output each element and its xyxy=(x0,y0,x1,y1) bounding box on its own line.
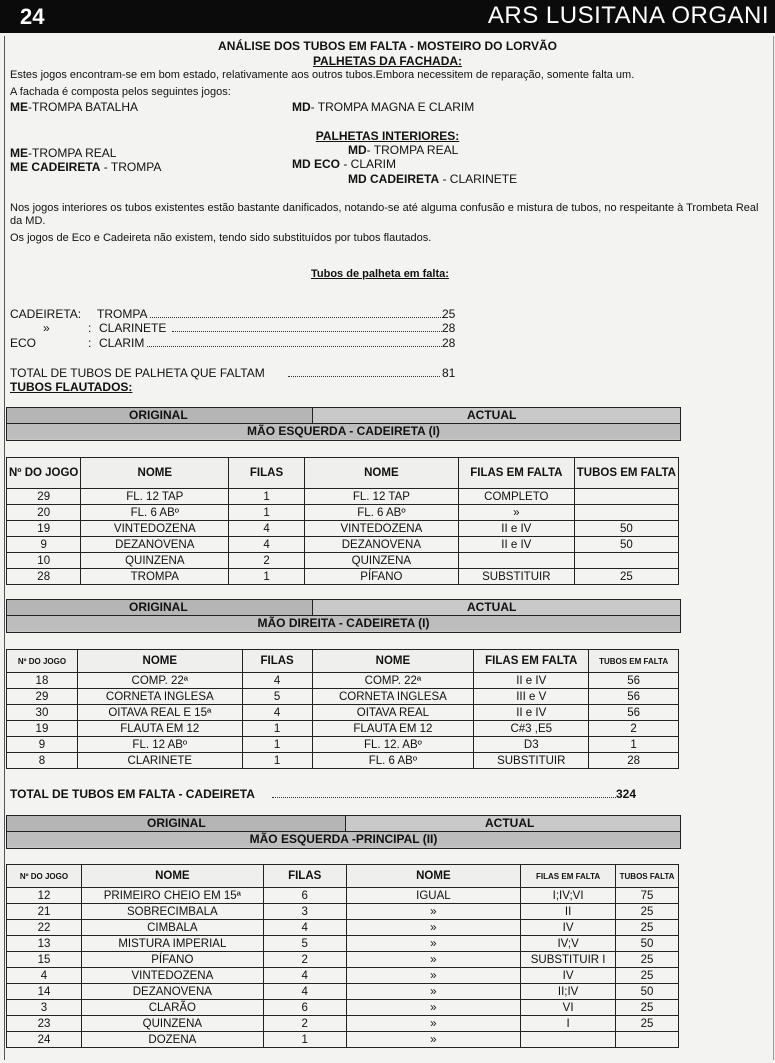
table-cell: 19 xyxy=(7,721,78,737)
table-cell: 25 xyxy=(574,569,678,585)
table-cell: FLAUTA EM 12 xyxy=(77,721,242,737)
table-cell: 21 xyxy=(7,904,82,920)
table-cell: CORNETA INGLESA xyxy=(77,689,242,705)
interior-left-1 xyxy=(10,146,116,160)
facade-right-code: MD xyxy=(292,100,311,114)
table-cell xyxy=(574,553,678,569)
table-cell: 3 xyxy=(7,1000,82,1016)
table-cell: VI xyxy=(521,1000,616,1016)
facade-text-2: A fachada é composta pelos seguintes jogos: xyxy=(10,86,231,98)
table-cell: 25 xyxy=(616,904,679,920)
col-header: NOME xyxy=(304,458,458,489)
table-cell: OITAVA REAL xyxy=(312,705,474,721)
table-cell: 25 xyxy=(616,968,679,984)
table-row xyxy=(7,888,679,904)
table-row xyxy=(7,673,679,689)
col-header: NOME xyxy=(77,650,242,673)
table-row xyxy=(7,952,679,968)
interior-left-2-name: - TROMPA xyxy=(100,160,162,174)
col-header: FILAS EM FALTA xyxy=(474,650,589,673)
table-cell: » xyxy=(346,936,521,952)
dotted-leader xyxy=(172,321,442,332)
table-row xyxy=(7,569,679,585)
table-cell: 20 xyxy=(7,505,81,521)
section-band-1 xyxy=(6,407,681,441)
band-actual-label: ACTUAL xyxy=(467,600,517,614)
table-header-row xyxy=(7,458,679,489)
facade-right-name: - TROMPA MAGNA E CLARIM xyxy=(310,100,475,114)
table-cell: SUBSTITUIR xyxy=(458,569,574,585)
table-cell xyxy=(574,489,678,505)
table-cell: 50 xyxy=(616,984,679,1000)
page-number: 24 xyxy=(20,4,45,29)
table-cell: » xyxy=(346,1032,521,1048)
table-cell: 25 xyxy=(616,952,679,968)
missing-row-3 xyxy=(10,336,465,350)
table-cell: IV xyxy=(521,968,616,984)
missing-row-3-label: ECO xyxy=(10,336,37,350)
table-cell: QUINZENA xyxy=(304,553,458,569)
table-row xyxy=(7,489,679,505)
table-cell xyxy=(458,553,574,569)
table-cell: 12 xyxy=(7,888,82,904)
table-row xyxy=(7,537,679,553)
table-cell: II e IV xyxy=(474,705,589,721)
table2-section-title: MÃO DIREITA - CADEIRETA (I) xyxy=(7,616,680,631)
table-cell: 2 xyxy=(263,952,346,968)
missing-row-3-value: 28 xyxy=(442,336,456,350)
table-cell: 28 xyxy=(589,753,679,769)
table-row xyxy=(7,1032,679,1048)
interior-right-1-name: - TROMPA REAL xyxy=(366,143,459,157)
col-header: FILAS xyxy=(242,650,312,673)
dotted-leader xyxy=(272,787,616,798)
interior-right-3-code: MD CADEIRETA xyxy=(348,172,440,186)
facade-left-code: ME xyxy=(10,100,28,114)
table-cell: 4 xyxy=(7,968,82,984)
table-cell: » xyxy=(346,968,521,984)
table-row xyxy=(7,936,679,952)
facade-left xyxy=(10,100,138,114)
table-cell: 30 xyxy=(7,705,78,721)
table-row xyxy=(7,968,679,984)
band-original-label: ORIGINAL xyxy=(147,816,206,830)
table-cell: 4 xyxy=(263,920,346,936)
table-row xyxy=(7,721,679,737)
missing-row-1-label: CADEIRETA: xyxy=(10,307,82,321)
table-cell: 1 xyxy=(589,737,679,753)
col-header: FILAS xyxy=(229,458,305,489)
table-row xyxy=(7,1000,679,1016)
table-cell: 25 xyxy=(616,1000,679,1016)
table-cell: » xyxy=(458,505,574,521)
table-cell: SUBSTITUIR xyxy=(474,753,589,769)
col-header: TUBOS EM FALTA xyxy=(574,458,678,489)
table-row xyxy=(7,904,679,920)
table-cell: 56 xyxy=(589,705,679,721)
table-cell: IV xyxy=(521,920,616,936)
missing-row-3-sep: : xyxy=(88,336,92,350)
table-cell: 5 xyxy=(263,936,346,952)
col-header: FILAS EM FALTA xyxy=(458,458,574,489)
missing-row-2-sep: : xyxy=(88,321,92,335)
table-cell: FL. 12 ABº xyxy=(77,737,242,753)
facade-left-name: -TROMPA BATALHA xyxy=(28,100,139,114)
table-body xyxy=(7,673,679,769)
interior-right-2-code: MD ECO xyxy=(292,157,340,171)
table-cell: 23 xyxy=(7,1016,82,1032)
table-cell: 1 xyxy=(229,569,305,585)
table-cell: CIMBALA xyxy=(81,920,263,936)
col-header: FILAS xyxy=(263,865,346,888)
table-cell: II xyxy=(521,904,616,920)
interior-right-3 xyxy=(348,172,517,186)
table-cell: D3 xyxy=(474,737,589,753)
table-row xyxy=(7,553,679,569)
table-cell: III e V xyxy=(474,689,589,705)
table-row xyxy=(7,984,679,1000)
missing-row-3-name: CLARIM xyxy=(99,336,145,350)
col-header: NOME xyxy=(312,650,474,673)
missing-row-2 xyxy=(10,321,465,335)
flue-pipes-heading: TUBOS FLAUTADOS: xyxy=(10,380,133,394)
missing-row-2-value: 28 xyxy=(442,321,456,335)
table-cell: 1 xyxy=(242,753,312,769)
interior-heading: PALHETAS INTERIORES: xyxy=(315,129,460,143)
table-cell: 4 xyxy=(229,537,305,553)
table-cell: VINTEDOZENA xyxy=(81,521,229,537)
table-cell: 2 xyxy=(263,1016,346,1032)
table-cell: COMP. 22ª xyxy=(77,673,242,689)
col-header: TUBOS FALTA xyxy=(616,865,679,888)
table-row xyxy=(7,753,679,769)
missing-row-2-name: CLARINETE xyxy=(99,321,167,335)
document-title: ANÁLISE DOS TUBOS EM FALTA - MOSTEIRO DO LORVÃO xyxy=(218,39,557,53)
table-cell: 19 xyxy=(7,521,81,537)
table-cell: 22 xyxy=(7,920,82,936)
table-cell: PÍFANO xyxy=(304,569,458,585)
table-cell: 25 xyxy=(616,920,679,936)
table-cell: FL. 6 ABº xyxy=(81,505,229,521)
table-cell: DOZENA xyxy=(81,1032,263,1048)
interior-paragraph-1: Nos jogos interiores os tubos existentes estão bastante danificados, notando-se até alguma confusão e mistura de tubos, no respeitante à Trombeta Real da MD. xyxy=(10,202,759,227)
band-actual-label: ACTUAL xyxy=(485,816,535,830)
table-cadeireta-right xyxy=(6,649,679,769)
col-header: Nº DO JOGO xyxy=(7,865,82,888)
table-cell: QUINZENA xyxy=(81,1016,263,1032)
table-cell: IV;V xyxy=(521,936,616,952)
table-cell: » xyxy=(346,920,521,936)
band-original-label: ORIGINAL xyxy=(129,408,188,422)
band-actual-label: ACTUAL xyxy=(467,408,517,422)
table-cell: 4 xyxy=(263,984,346,1000)
table-cell: DEZANOVENA xyxy=(304,537,458,553)
table-header-row xyxy=(7,865,679,888)
table-cell: FL. 12 TAP xyxy=(304,489,458,505)
table-cell: » xyxy=(346,904,521,920)
interior-paragraph-2: Os jogos de Eco e Cadeireta não existem, tendo sido substituídos por tubos flautados. xyxy=(10,232,432,244)
table-cell: 5 xyxy=(242,689,312,705)
band-row-1 xyxy=(7,408,680,424)
table-cell: 2 xyxy=(589,721,679,737)
table-cell: 29 xyxy=(7,689,78,705)
table-cell: C#3 ,E5 xyxy=(474,721,589,737)
col-header: NOME xyxy=(346,865,521,888)
table-cell: 13 xyxy=(7,936,82,952)
interior-left-2 xyxy=(10,160,161,174)
table-cell xyxy=(574,505,678,521)
table-cell: 18 xyxy=(7,673,78,689)
table-cell: I xyxy=(521,1016,616,1032)
table-cell: 6 xyxy=(263,888,346,904)
col-header: Nº DO JOGO xyxy=(7,650,78,673)
table-cell: 1 xyxy=(229,489,305,505)
table-cell: 29 xyxy=(7,489,81,505)
interior-right-2 xyxy=(292,157,396,171)
table-cell: » xyxy=(346,952,521,968)
interior-right-2-name: - CLARIM xyxy=(340,157,397,171)
total-cadeireta-value: 324 xyxy=(616,787,637,801)
interior-right-1 xyxy=(348,143,458,157)
table-cell: II e IV xyxy=(474,673,589,689)
table-body xyxy=(7,888,679,1048)
table-cell xyxy=(521,1032,616,1048)
table-row xyxy=(7,737,679,753)
band-original-label: ORIGINAL xyxy=(129,600,188,614)
table-cell: FL. 6 ABº xyxy=(312,753,474,769)
col-header: TUBOS EM FALTA xyxy=(589,650,679,673)
facade-right xyxy=(292,100,474,114)
interior-right-1-code: MD xyxy=(348,143,367,157)
table-cadeireta-left xyxy=(6,457,679,585)
table-cell: PRIMEIRO CHEIO EM 15ª xyxy=(81,888,263,904)
table-cell: 9 xyxy=(7,537,81,553)
table-cell: II e IV xyxy=(458,537,574,553)
interior-right-3-name: - CLARINETE xyxy=(439,172,518,186)
table-cell: COMPLETO xyxy=(458,489,574,505)
table-cell: 1 xyxy=(263,1032,346,1048)
table-cell: 25 xyxy=(616,1016,679,1032)
table-cell: SOBRECIMBALA xyxy=(81,904,263,920)
table3-section-title: MÃO ESQUERDA -PRINCIPAL (II) xyxy=(7,832,680,847)
table-cell: 8 xyxy=(7,753,78,769)
page-header xyxy=(0,0,775,33)
table-cell: » xyxy=(346,1000,521,1016)
table-cell: 50 xyxy=(574,521,678,537)
total-cadeireta-label: TOTAL DE TUBOS EM FALTA - CADEIRETA xyxy=(10,787,255,801)
table-cell: 15 xyxy=(7,952,82,968)
table-cell: CLARINETE xyxy=(77,753,242,769)
table-cell: 75 xyxy=(616,888,679,904)
table-cell: » xyxy=(346,1016,521,1032)
missing-total-row xyxy=(10,366,465,380)
table-cell: 4 xyxy=(242,705,312,721)
table-row xyxy=(7,505,679,521)
table-cell: II;IV xyxy=(521,984,616,1000)
table-cell: SUBSTITUIR I xyxy=(521,952,616,968)
table-header-row xyxy=(7,650,679,673)
facade-heading: PALHETAS DA FACHADA: xyxy=(312,54,463,68)
table-cell: 28 xyxy=(7,569,81,585)
table-cell: VINTEDOZENA xyxy=(304,521,458,537)
col-header: FILAS EM FALTA xyxy=(521,865,616,888)
total-cadeireta-row xyxy=(10,787,640,801)
table-cell: OITAVA REAL E 15ª xyxy=(77,705,242,721)
table-row xyxy=(7,920,679,936)
col-header: NOME xyxy=(81,865,263,888)
missing-row-1-value: 25 xyxy=(442,307,456,321)
table-cell: 24 xyxy=(7,1032,82,1048)
table-row xyxy=(7,705,679,721)
table-cell: 1 xyxy=(229,505,305,521)
table-cell: CLARÃO xyxy=(81,1000,263,1016)
interior-left-2-code: ME CADEIRETA xyxy=(10,160,101,174)
table-cell: 1 xyxy=(242,737,312,753)
missing-row-1-name: TROMPA xyxy=(97,307,148,321)
table-cell: 4 xyxy=(229,521,305,537)
table-cell: MISTURA IMPERIAL xyxy=(81,936,263,952)
table-cell: I;IV;VI xyxy=(521,888,616,904)
table-cell: 4 xyxy=(263,968,346,984)
table1-section-title: MÃO ESQUERDA - CADEIRETA (I) xyxy=(7,424,680,439)
table-cell: FL. 12. ABº xyxy=(312,737,474,753)
table-principal-left xyxy=(6,864,679,1048)
table-cell: PÍFANO xyxy=(81,952,263,968)
table-cell: COMP. 22ª xyxy=(312,673,474,689)
table-cell: 50 xyxy=(616,936,679,952)
dotted-leader xyxy=(147,336,442,347)
table-cell: 1 xyxy=(242,721,312,737)
table-cell: 50 xyxy=(574,537,678,553)
table-cell: FL. 12 TAP xyxy=(81,489,229,505)
table-cell: 2 xyxy=(229,553,305,569)
table-row xyxy=(7,521,679,537)
table-cell: VINTEDOZENA xyxy=(81,968,263,984)
col-header: Nº DO JOGO xyxy=(7,458,81,489)
band-row-1 xyxy=(7,600,680,616)
band-row-1 xyxy=(7,816,680,832)
table-cell: DEZANOVENA xyxy=(81,984,263,1000)
dotted-leader xyxy=(150,307,445,318)
missing-total-value: 81 xyxy=(442,366,456,380)
table-cell: CORNETA INGLESA xyxy=(312,689,474,705)
table-cell: IGUAL xyxy=(346,888,521,904)
table-cell: 3 xyxy=(263,904,346,920)
facade-text-1: Estes jogos encontram-se em bom estado, relativamente aos outros tubos.Embora necessitem de reparação, somente falta um. xyxy=(10,69,635,81)
missing-row-2-label: » xyxy=(43,321,50,335)
table-cell: TROMPA xyxy=(81,569,229,585)
table-cell: QUINZENA xyxy=(81,553,229,569)
table-cell: » xyxy=(346,984,521,1000)
missing-row-1 xyxy=(10,307,465,321)
table-cell: II e IV xyxy=(458,521,574,537)
table-cell: 4 xyxy=(242,673,312,689)
table-cell: 14 xyxy=(7,984,82,1000)
table-cell: 56 xyxy=(589,673,679,689)
table-cell: 9 xyxy=(7,737,78,753)
table-row xyxy=(7,689,679,705)
table-cell: 10 xyxy=(7,553,81,569)
table-body xyxy=(7,489,679,585)
table-cell: FLAUTA EM 12 xyxy=(312,721,474,737)
table-cell: 6 xyxy=(263,1000,346,1016)
missing-total-label: TOTAL DE TUBOS DE PALHETA QUE FALTAM xyxy=(10,366,265,380)
section-band-3 xyxy=(6,815,681,849)
col-header: NOME xyxy=(81,458,229,489)
missing-reeds-heading: Tubos de palheta em falta: xyxy=(311,268,449,280)
dotted-leader xyxy=(288,366,440,377)
interior-left-1-code: ME xyxy=(10,146,28,160)
table-cell xyxy=(616,1032,679,1048)
table-cell: FL. 6 ABº xyxy=(304,505,458,521)
running-title: ARS LUSITANA ORGANI xyxy=(487,2,769,29)
interior-left-1-name: -TROMPA REAL xyxy=(28,146,117,160)
table-row xyxy=(7,1016,679,1032)
table-cell: DEZANOVENA xyxy=(81,537,229,553)
table-cell: 56 xyxy=(589,689,679,705)
section-band-2 xyxy=(6,599,681,633)
